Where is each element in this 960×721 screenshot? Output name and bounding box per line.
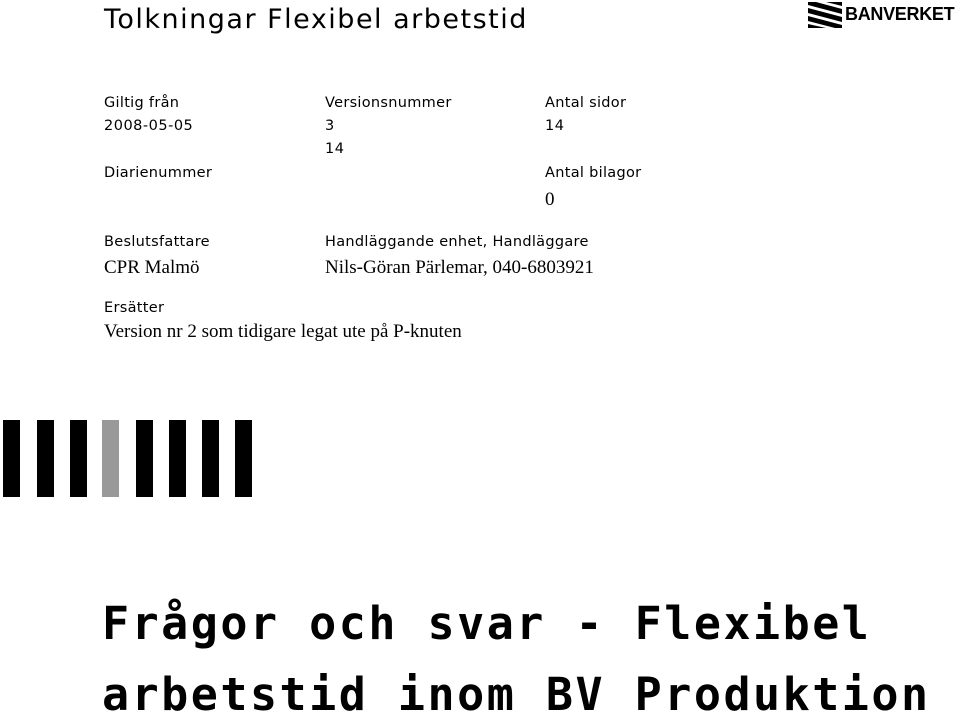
main-title-line-2: arbetstid inom BV Produktion	[102, 668, 931, 721]
decorative-bar	[3, 420, 20, 497]
replaces-label: Ersätter	[104, 300, 165, 316]
pages-label: Antal sidor	[545, 95, 627, 111]
diary-label: Diarienummer	[104, 165, 213, 181]
attachments-label: Antal bilagor	[545, 165, 642, 181]
main-title-line-1: Frågor och svar - Flexibel	[102, 597, 872, 650]
decorative-bar	[202, 420, 219, 497]
decorative-bar	[136, 420, 153, 497]
replaces-value: Version nr 2 som tidigare legat ute på P-knuten	[104, 321, 462, 342]
decorative-bar	[37, 420, 54, 497]
version-extra-value: 14	[325, 141, 345, 157]
handler-value: Nils-Göran Pärlemar, 040-6803921	[325, 257, 594, 278]
decorative-bar	[235, 420, 252, 497]
logo-text: BANVERKET	[845, 4, 955, 24]
version-value: 3	[325, 118, 335, 134]
version-label: Versionsnummer	[325, 95, 452, 111]
banverket-logo	[808, 2, 960, 28]
handler-label: Handläggande enhet, Handläggare	[325, 234, 589, 250]
banverket-logo-icon	[808, 2, 842, 28]
decision-maker-label: Beslutsfattare	[104, 234, 210, 250]
valid-from-label: Giltig från	[104, 95, 180, 111]
pages-value: 14	[545, 118, 565, 134]
attachments-value: 0	[545, 189, 555, 210]
valid-from-value: 2008-05-05	[104, 118, 194, 134]
decorative-bar-highlight	[102, 420, 119, 497]
decision-maker-value: CPR Malmö	[104, 257, 200, 278]
decorative-bar	[70, 420, 87, 497]
document-title: Tolkningar Flexibel arbetstid	[104, 4, 528, 35]
decorative-bar	[169, 420, 186, 497]
